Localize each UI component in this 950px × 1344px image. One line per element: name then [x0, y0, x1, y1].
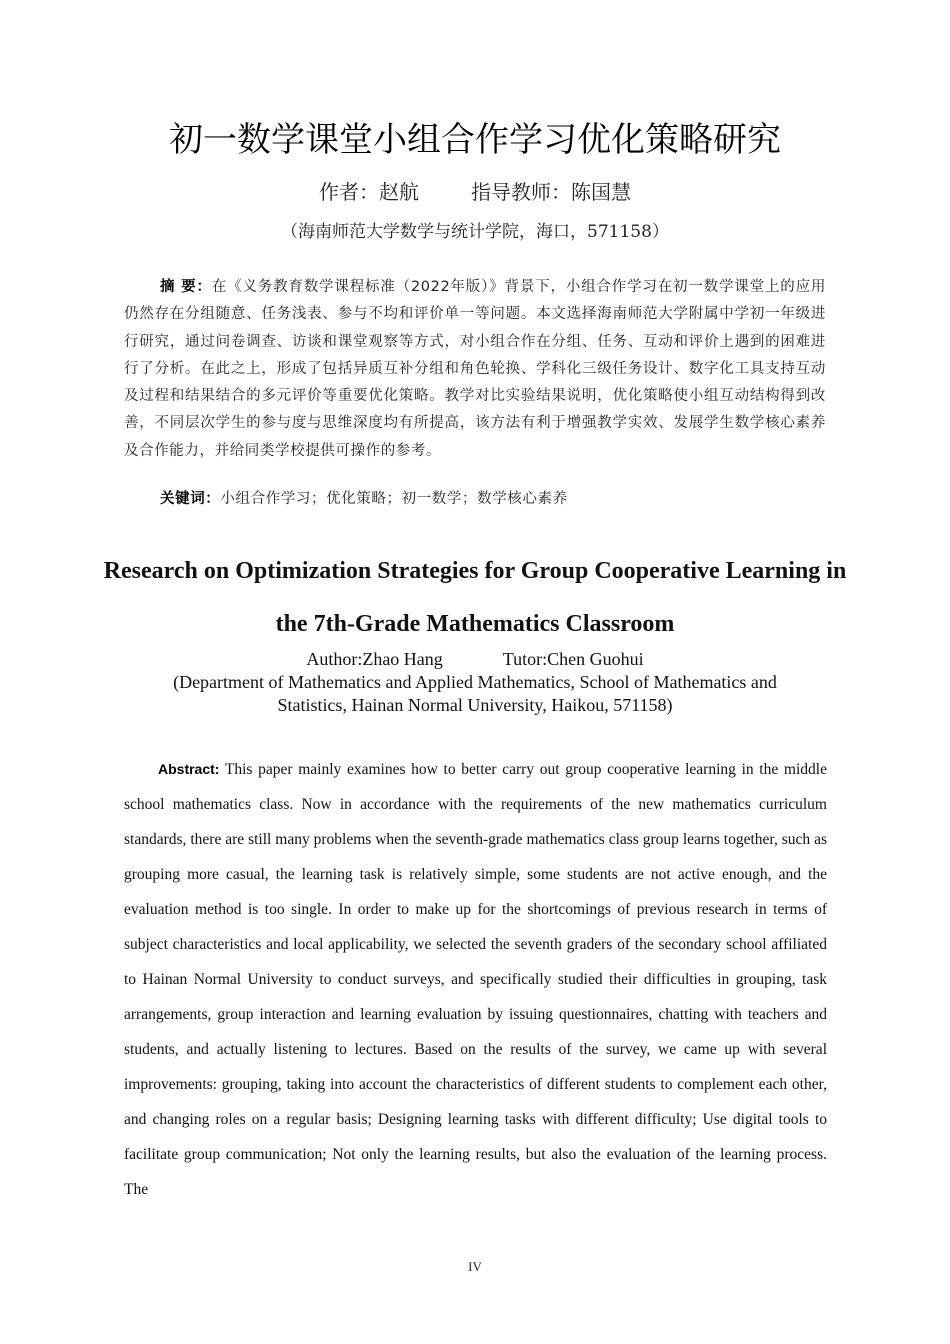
chinese-affiliation: （海南师范大学数学与统计学院，海口，571158）	[281, 222, 669, 242]
chinese-title: 初一数学课堂小组合作学习优化策略研究	[169, 120, 781, 160]
chinese-keywords-text: 小组合作学习；优化策略；初一数学；数学核心素养	[220, 491, 568, 507]
chinese-abstract	[124, 274, 826, 465]
chinese-keywords	[160, 486, 826, 513]
english-author-line	[0, 647, 950, 671]
english-title: Research on Optimization Strategies for Group Cooperative Learning in the 7th-Grade Mathematics Classroom	[103, 558, 847, 637]
english-affiliation: (Department of Mathematics and Applied Mathematics, School of Mathematics and Statistics, Hainan Normal University, Haikou, 571158)	[173, 672, 777, 715]
english-abstract	[124, 752, 827, 1207]
english-abstract-label: Abstract:	[158, 761, 220, 777]
english-tutor: Tutor:Chen Guohui	[502, 649, 644, 669]
chinese-author: 作者：赵航	[319, 180, 419, 204]
chinese-tutor: 指导教师：陈国慧	[471, 180, 631, 204]
chinese-abstract-label: 摘 要：	[160, 279, 212, 295]
chinese-keywords-label: 关键词：	[160, 491, 221, 507]
chinese-author-line	[0, 178, 950, 206]
page-number: IV	[468, 1259, 482, 1274]
english-author: Author:Zhao Hang	[306, 649, 443, 669]
english-abstract-text: This paper mainly examines how to better carry out group cooperative learning in the middle school mathematics class. Now in accordance with the requirements of the new mathematics curriculum standards, there are still many problems when the seventh-grade mathematics class group learns together, such as grouping more casual, the learning task is relatively simple, some students are not active enough, and the evaluation method is too single. In order to make up for the shortcomings of previous research in terms of subject characteristics and local applicability, we selected the seventh graders of the secondary school affiliated to Hainan Normal University to conduct surveys, and specifically studied their difficulties in grouping, task arrangements, group interaction and learning evaluation by issuing questionnaires, chatting with teachers and students, and actually listening to lectures. Based on the results of the survey, we came up with several improvements: grouping, taking into account the characteristics of different students to complement each other, and changing roles on a regular basis; Designing learning tasks with different difficulty; Use digital tools to facilitate group communication; Not only the learning results, but also the evaluation of the learning process. The	[124, 761, 827, 1198]
chinese-abstract-text: 在《义务教育数学课程标准（2022年版）》背景下，小组合作学习在初一数学课堂上的应用仍然存在分组随意、任务浅表、参与不均和评价单一等问题。本文选择海南师范大学附属中学初一年级进行研究，通过问卷调查、访谈和课堂观察等方式，对小组合作在分组、任务、互动和评价上遇到的困难进行了分析。在此之上，形成了包括异质互补分组和角色轮换、学科化三级任务设计、数字化工具支持互动及过程和结果结合的多元评价等重要优化策略。教学对比实验结果说明，优化策略使小组互动结构得到改善，不同层次学生的参与度与思维深度均有所提高，该方法有利于增强教学实效、发展学生数学核心素养及合作能力，并给同类学校提供可操作的参考。	[124, 279, 826, 459]
